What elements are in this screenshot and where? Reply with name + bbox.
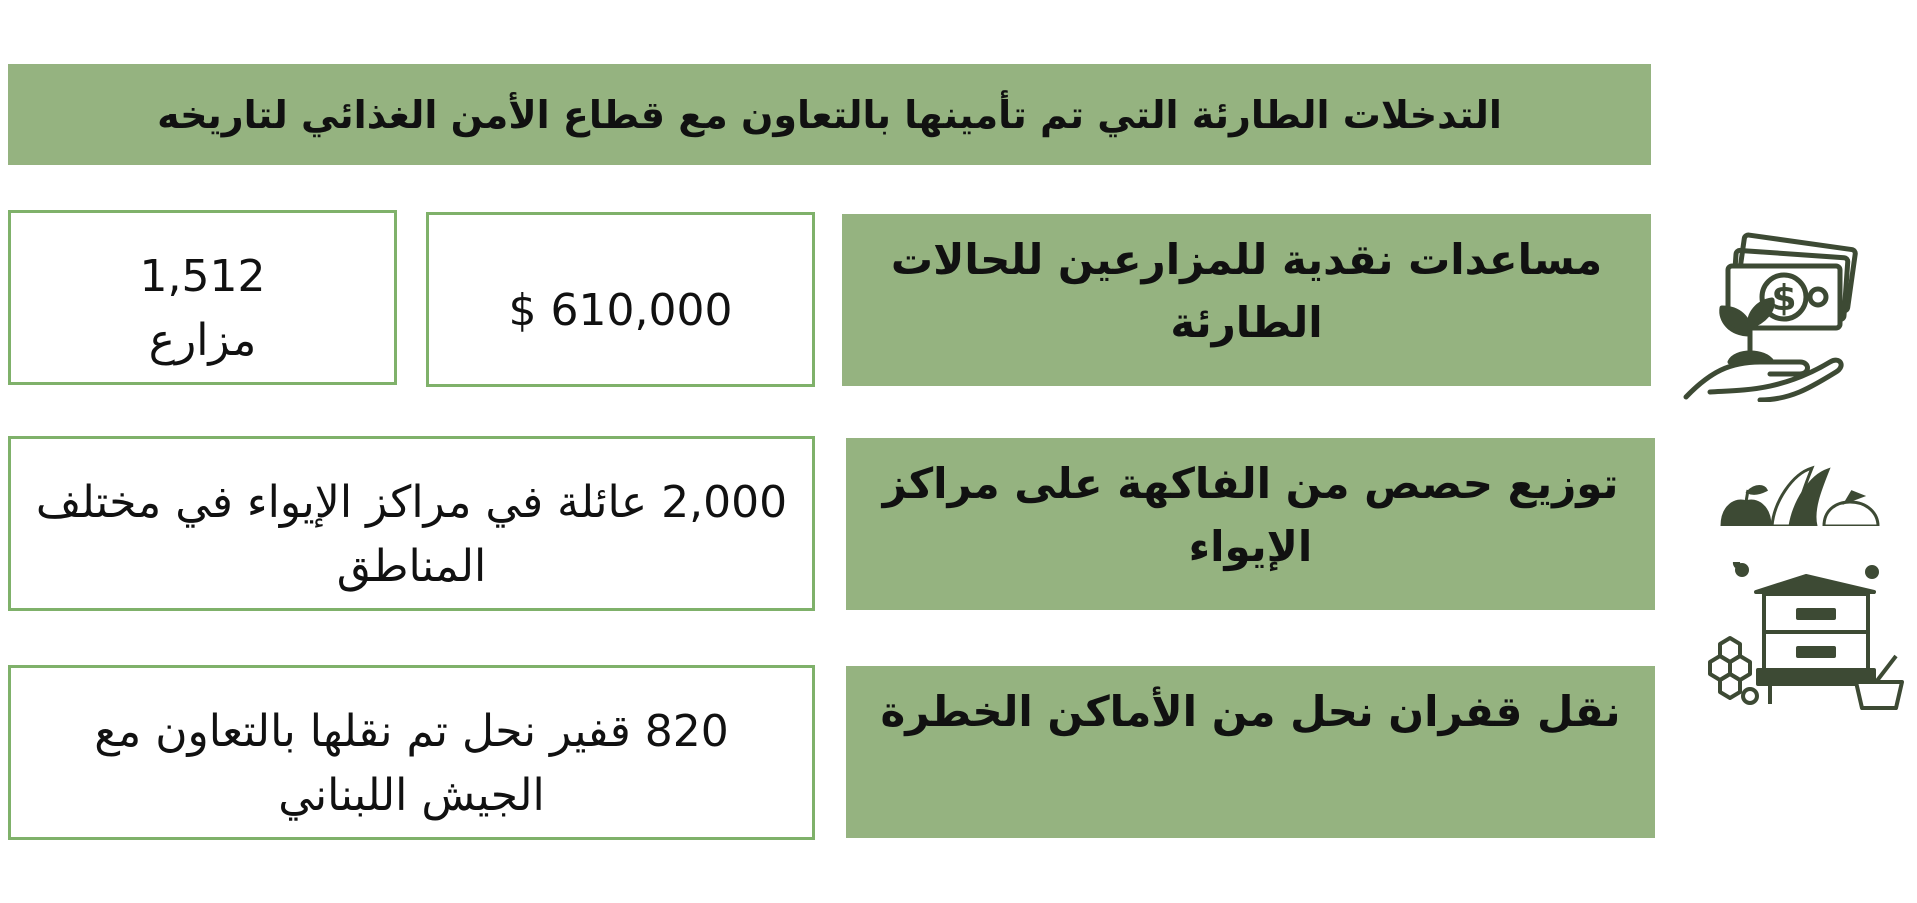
cash-hand-plant-icon	[1680, 222, 1870, 402]
row-value-families	[8, 436, 815, 611]
row-label-fruit-distribution: توزيع حصص من الفاكهة على مراكز الإيواء	[846, 438, 1655, 610]
row-value-farmer-count	[8, 210, 397, 385]
svg-text:$: $	[1771, 278, 1797, 319]
families-text: 2,000 عائلة في مراكز الإيواء في مختلف المناطق	[35, 476, 788, 592]
farmer-count-number: 1,512	[139, 250, 266, 302]
cash-amount-text: $ 610,000	[508, 284, 733, 336]
farmer-count-unit: مزارع	[148, 314, 257, 366]
row-value-beehives	[8, 665, 815, 840]
fruit-icon	[1712, 462, 1882, 526]
page-title: التدخلات الطارئة التي تم تأمينها بالتعاون مع قطاع الأمن الغذائي لتاريخه	[8, 64, 1651, 165]
beehive-icon	[1706, 562, 1906, 712]
beehives-text: 820 قفير نحل تم نقلها بالتعاون مع الجيش اللبناني	[94, 705, 729, 821]
row-label-beehive-relocation: نقل قفران نحل من الأماكن الخطرة	[846, 666, 1655, 838]
row-label-cash-assistance: مساعدات نقدية للمزارعين للحالات الطارئة	[842, 214, 1651, 386]
row-value-cash-amount	[426, 212, 815, 387]
